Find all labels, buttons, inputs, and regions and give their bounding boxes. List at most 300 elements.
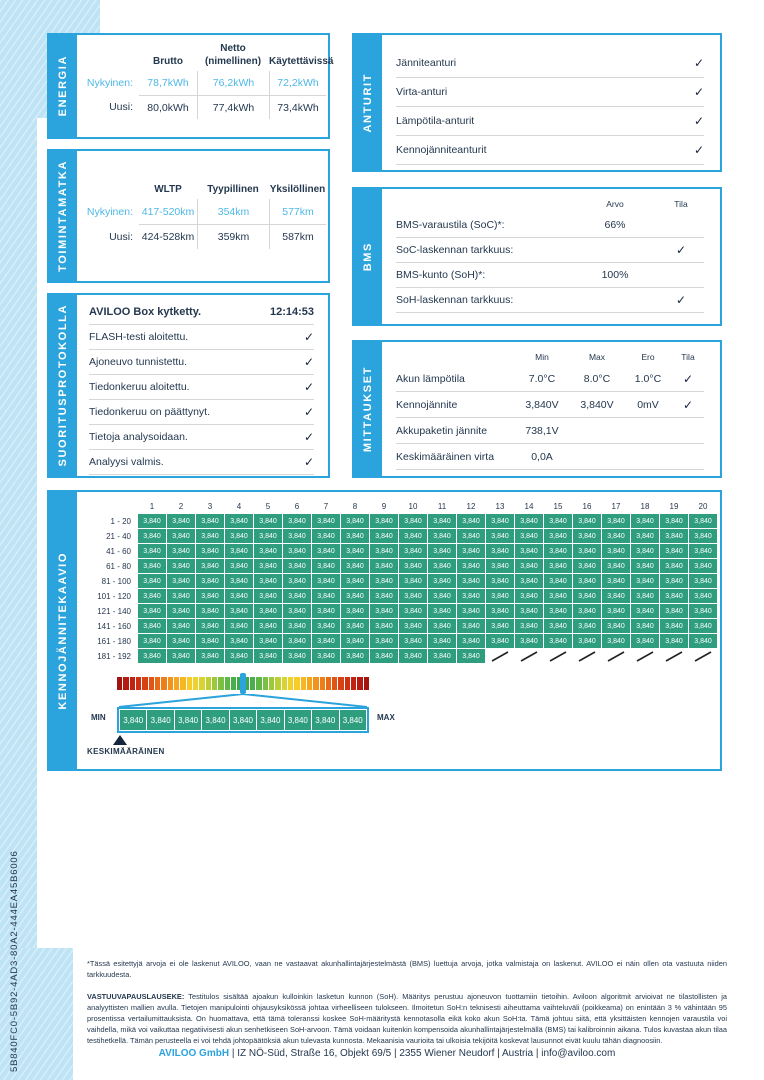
voltage-cell: 3,840 [341, 544, 369, 558]
gradient-segment [193, 677, 198, 690]
voltage-cell: 3,840 [283, 649, 311, 663]
column-header: Max [588, 352, 606, 362]
column-number: 19 [669, 502, 679, 511]
protocol-step [89, 450, 314, 475]
measurement-label: Akkupaketin jännite [396, 424, 488, 437]
voltage-cell: 3,840 [399, 544, 427, 558]
voltage-cell: 3,840 [399, 619, 427, 633]
cell-grid-row-label: 161 - 180 [97, 636, 131, 646]
voltage-cell: 3,840 [196, 529, 224, 543]
voltage-cell: 3,840 [283, 634, 311, 648]
voltage-cell: 3,840 [138, 544, 166, 558]
empty-cell-slash [631, 649, 659, 663]
cell-grid-row [87, 544, 720, 558]
zoomed-voltage-cell: 3,840 [312, 710, 338, 730]
voltage-cell: 3,840 [573, 619, 601, 633]
section-suoritusprotokolla [47, 293, 330, 478]
voltage-cell: 3,840 [428, 544, 456, 558]
cell-grid-row-label: 101 - 120 [97, 591, 131, 601]
voltage-cell: 3,840 [631, 529, 659, 543]
measurement-row [396, 366, 704, 392]
voltage-cell: 3,840 [660, 529, 688, 543]
voltage-cell: 3,840 [341, 604, 369, 618]
voltage-cell: 3,840 [428, 529, 456, 543]
protocol-step [89, 425, 314, 450]
voltage-cell: 3,840 [225, 529, 253, 543]
cell-grid [87, 500, 720, 663]
gradient-segment [174, 677, 179, 690]
voltage-cell: 3,840 [515, 589, 543, 603]
voltage-cell: 3,840 [341, 649, 369, 663]
voltage-cell: 3,840 [689, 559, 717, 573]
column-number: 12 [466, 502, 476, 511]
gradient-segment [332, 677, 337, 690]
toimintamatka-tab-label: TOIMINTAMATKA [57, 160, 69, 272]
empty-cell-slash [544, 649, 572, 663]
column-number: 15 [553, 502, 563, 511]
voltage-cell: 3,840 [515, 619, 543, 633]
gradient-segment [288, 677, 293, 690]
column-header: Tila [674, 199, 688, 209]
voltage-cell: 3,840 [254, 619, 282, 633]
zoom-connector-lines [117, 694, 369, 707]
voltage-cell: 3,840 [428, 604, 456, 618]
voltage-cell: 3,840 [515, 574, 543, 588]
gradient-segment [313, 677, 318, 690]
gradient-segment [225, 677, 230, 690]
bms-content [382, 189, 720, 324]
voltage-cell: 3,840 [631, 514, 659, 528]
voltage-cell: 3,840 [138, 559, 166, 573]
voltage-cell: 3,840 [515, 634, 543, 648]
voltage-cell: 3,840 [457, 604, 485, 618]
protocol-step [89, 325, 314, 350]
measurement-min: 0,0A [531, 450, 553, 463]
voltage-cell: 3,840 [602, 559, 630, 573]
voltage-cell: 3,840 [457, 619, 485, 633]
voltage-cell: 3,840 [254, 589, 282, 603]
column-number: 4 [236, 502, 242, 511]
voltage-cell: 3,840 [544, 589, 572, 603]
gradient-segment [345, 677, 350, 690]
voltage-cell: 3,840 [167, 604, 195, 618]
voltage-cell: 3,840 [254, 634, 282, 648]
voltage-cell: 3,840 [138, 619, 166, 633]
voltage-cell: 3,840 [370, 604, 398, 618]
voltage-cell: 3,840 [602, 544, 630, 558]
voltage-cell: 3,840 [283, 529, 311, 543]
gradient-segment [187, 677, 192, 690]
check-icon: ✓ [303, 430, 314, 444]
kennojannitekaavio-tab [49, 492, 77, 769]
zoomed-voltage-cell: 3,840 [147, 710, 173, 730]
zoomed-voltage-cell: 3,840 [340, 710, 366, 730]
cell-grid-row-label: 181 - 192 [97, 651, 131, 661]
voltage-cell: 3,840 [544, 514, 572, 528]
cell-grid-row [87, 529, 720, 543]
voltage-cell: 3,840 [660, 589, 688, 603]
table-cell: 424-528km [139, 224, 197, 249]
voltage-cell: 3,840 [341, 529, 369, 543]
voltage-cell: 3,840 [225, 559, 253, 573]
sensor-row [396, 49, 704, 78]
cell-grid-row [87, 589, 720, 603]
cell-grid-row-label: 41 - 60 [106, 546, 131, 556]
voltage-cell: 3,840 [515, 544, 543, 558]
cell-grid-header-row [87, 500, 720, 513]
voltage-cell: 3,840 [341, 559, 369, 573]
voltage-cell: 3,840 [341, 589, 369, 603]
voltage-cell: 3,840 [399, 604, 427, 618]
toimintamatka-content [77, 151, 328, 281]
gradient-segment [180, 677, 185, 690]
voltage-cell: 3,840 [544, 544, 572, 558]
voltage-cell: 3,840 [573, 544, 601, 558]
anturit-tab-label: ANTURIT [362, 72, 374, 133]
measurement-ero: 1.0°C [634, 372, 662, 385]
voltage-cell: 3,840 [573, 604, 601, 618]
voltage-cell: 3,840 [573, 514, 601, 528]
voltage-cell: 3,840 [399, 634, 427, 648]
voltage-cell: 3,840 [428, 514, 456, 528]
empty-cell-slash [573, 649, 601, 663]
header-line: Brutto [153, 56, 183, 67]
bms-header-row [396, 195, 704, 213]
voltage-cell: 3,840 [254, 574, 282, 588]
voltage-cell: 3,840 [428, 649, 456, 663]
average-label: KESKIMÄÄRÄINEN [87, 747, 165, 756]
cell-grid-row-label: 121 - 140 [97, 606, 131, 616]
gradient-segment [326, 677, 331, 690]
check-icon: ✓ [303, 380, 314, 394]
voltage-cell: 3,840 [196, 619, 224, 633]
protocol-header [89, 299, 314, 325]
column-header: Tila [681, 352, 695, 362]
gradient-segment [301, 677, 306, 690]
cell-grid-row-label: 1 - 20 [110, 516, 131, 526]
cell-grid-row [87, 604, 720, 618]
gradient-segment [351, 677, 356, 690]
column-number: 17 [611, 502, 621, 511]
voltage-cell: 3,840 [138, 634, 166, 648]
column-number: 20 [698, 502, 708, 511]
empty-cell-slash [660, 649, 688, 663]
empty-cell-slash [486, 649, 514, 663]
voltage-cell: 3,840 [515, 514, 543, 528]
voltage-cell: 3,840 [196, 634, 224, 648]
gradient-segment [212, 677, 217, 690]
bms-row [396, 238, 704, 263]
section-mittaukset [352, 340, 722, 478]
voltage-cell: 3,840 [631, 589, 659, 603]
voltage-cell: 3,840 [486, 604, 514, 618]
voltage-cell: 3,840 [167, 559, 195, 573]
energia-tab-label: ENERGIA [57, 55, 69, 117]
suoritusprotokolla-content [77, 295, 328, 476]
voltage-cell: 3,840 [631, 559, 659, 573]
voltage-cell: 3,840 [399, 529, 427, 543]
bms-row-label: BMS-varaustila (SoC)*: [396, 219, 505, 231]
sensor-label: Kennojänniteanturit [396, 144, 487, 156]
voltage-cell: 3,840 [196, 544, 224, 558]
voltage-cell: 3,840 [254, 544, 282, 558]
voltage-cell: 3,840 [486, 589, 514, 603]
voltage-cell: 3,840 [312, 514, 340, 528]
voltage-cell: 3,840 [167, 619, 195, 633]
kennojannitekaavio-tab-label: KENNOJÄNNITEKAAVIO [57, 551, 69, 710]
table-cell: 77,4kWh [197, 95, 269, 119]
voltage-cell: 3,840 [544, 619, 572, 633]
cell-grid-row [87, 559, 720, 573]
check-icon: ✓ [693, 85, 704, 99]
protocol-step-label: Tiedonkeruu aloitettu. [89, 381, 190, 393]
mittaukset-rows [396, 366, 704, 470]
voltage-cell: 3,840 [283, 559, 311, 573]
sensor-label: Lämpötila-anturit [396, 115, 475, 127]
voltage-cell: 3,840 [399, 514, 427, 528]
voltage-cell: 3,840 [138, 574, 166, 588]
column-number: 10 [408, 502, 418, 511]
zoomed-voltage-cell: 3,840 [120, 710, 146, 730]
voltage-cell: 3,840 [602, 604, 630, 618]
bms-value: 66% [604, 219, 626, 231]
voltage-cell: 3,840 [283, 604, 311, 618]
section-energia [47, 33, 334, 139]
voltage-cell: 3,840 [312, 634, 340, 648]
table-cell: 80,0kWh [139, 95, 197, 119]
check-icon: ✓ [675, 293, 687, 307]
voltage-cell: 3,840 [544, 634, 572, 648]
table-cell: 76,2kWh [197, 71, 269, 95]
cell-grid-row-label: 81 - 100 [101, 576, 131, 586]
voltage-cell: 3,840 [544, 574, 572, 588]
voltage-cell: 3,840 [254, 604, 282, 618]
voltage-cell: 3,840 [660, 574, 688, 588]
report-guid: 5B840FC0-5B92-4AD3-80A2-444EA45B6006 [9, 850, 20, 1072]
section-anturit [352, 33, 722, 172]
measurement-max: 8.0°C [583, 372, 611, 385]
mittaukset-tab [354, 342, 382, 476]
voltage-cell: 3,840 [254, 529, 282, 543]
column-number: 14 [524, 502, 534, 511]
voltage-cell: 3,840 [167, 514, 195, 528]
protocol-step-label: Tiedonkeruu on päättynyt. [89, 406, 211, 418]
gradient-segment [282, 677, 287, 690]
gradient-segment [231, 677, 236, 690]
voltage-cell: 3,840 [283, 544, 311, 558]
min-label: MIN [91, 713, 106, 722]
protocol-step-label: Tietoja analysoidaan. [89, 431, 188, 443]
voltage-cell: 3,840 [660, 544, 688, 558]
voltage-cell: 3,840 [312, 589, 340, 603]
protocol-step-label: Ajoneuvo tunnistettu. [89, 356, 188, 368]
column-number: 6 [294, 502, 300, 511]
table-cell: 577km [269, 199, 326, 224]
voltage-cell: 3,840 [283, 574, 311, 588]
voltage-cell: 3,840 [689, 604, 717, 618]
voltage-cell: 3,840 [225, 634, 253, 648]
voltage-cell: 3,840 [660, 559, 688, 573]
voltage-cell: 3,840 [428, 634, 456, 648]
column-number: 3 [207, 502, 213, 511]
voltage-cell: 3,840 [370, 574, 398, 588]
gradient-segment [263, 677, 268, 690]
gradient-segment [269, 677, 274, 690]
column-number: 13 [495, 502, 505, 511]
voltage-cell: 3,840 [573, 559, 601, 573]
voltage-cell: 3,840 [196, 514, 224, 528]
cell-grid-row [87, 514, 720, 528]
protocol-time: 12:14:53 [269, 305, 314, 318]
cell-grid-row-label: 21 - 40 [106, 531, 131, 541]
voltage-cell: 3,840 [283, 514, 311, 528]
disclaimer-text: Testitulos sisältää ajoakun kulloinkin lasketun kunnon (SoH). Määritys perustuu ajoneuvon tuottamiin tietoihin. Aviloon algoritmit arvioivat ne tilastollisten ja analyyttisten mallien avulla. Tietojen manipulointi ohjausyksikössä johtaa virheelliseen tulokseen. Ilmoitetun SoH:n teknisesti aiheuttama vaihteluväli (poikkeama) on enintään 3 % vähintään 95 prosentissa vertailumittauksista. On huomattava, että tämä toleranssi koskee SoH-määritystä kennotasolla eikä koko akun SoH:ta. Tämä johtuu siitä, että yksittäisten kennojen varaustila voi vaihdella, mikä voi vaikuttaa negatiivisesti akun senhetkiseen SoH-arvoon. Tämä voidaan kuitenkin kompensoida akunhallintajärjestelmällä (BMS) tai kalibroinnin aikana. Tulos kuvastaa akun tilaa testihetkellä. Tämän perusteella ei voi tehdä johtopäätöksiä akun tulevasta kunnosta. Mekaanisia vaurioita tai ulkoisia tekijöitä koskevat lausunnot eivät kuulu tähän diagnoosiin. [87, 992, 727, 1046]
table-cell: 587km [269, 224, 326, 249]
gradient-segment [320, 677, 325, 690]
cell-grid-row [87, 619, 720, 633]
measurement-row [396, 392, 704, 418]
voltage-cell: 3,840 [486, 634, 514, 648]
voltage-cell: 3,840 [631, 619, 659, 633]
voltage-cell: 3,840 [254, 514, 282, 528]
kennojannitekaavio-content [77, 492, 720, 769]
column-header: Arvo [606, 199, 624, 209]
gradient-segment [161, 677, 166, 690]
bms-tab-label: BMS [362, 241, 374, 272]
gradient-segment [218, 677, 223, 690]
bms-row [396, 213, 704, 238]
check-icon: ✓ [303, 405, 314, 419]
column-number: 9 [381, 502, 387, 511]
footer-company: AVILOO GmbH [158, 1048, 230, 1059]
voltage-cell: 3,840 [660, 634, 688, 648]
voltage-cell: 3,840 [341, 619, 369, 633]
row-label: Nykyinen: [86, 77, 133, 89]
gradient-segment [357, 677, 362, 690]
measurement-min: 7.0°C [528, 372, 556, 385]
voltage-cell: 3,840 [602, 514, 630, 528]
table-header-cell [139, 39, 197, 71]
voltage-cell: 3,840 [167, 544, 195, 558]
gradient-segment [136, 677, 141, 690]
voltage-cell: 3,840 [225, 514, 253, 528]
gradient-segment [206, 677, 211, 690]
footer-address: | IZ NÖ-Süd, Straße 16, Objekt 69/5 | 2355 Wiener Neudorf | Austria | info@aviloo.com [231, 1048, 616, 1059]
column-number: 11 [437, 502, 447, 511]
voltage-cell: 3,840 [399, 574, 427, 588]
section-kennojannitekaavio [47, 490, 722, 771]
suoritusprotokolla-tab [49, 295, 77, 476]
gradient-segment [142, 677, 147, 690]
zoomed-voltage-cell: 3,840 [257, 710, 283, 730]
row-label: Uusi: [109, 101, 133, 113]
voltage-cell: 3,840 [312, 649, 340, 663]
cell-grid-row-label: 141 - 160 [97, 621, 131, 631]
protocol-step [89, 350, 314, 375]
voltage-cell: 3,840 [370, 589, 398, 603]
voltage-cell: 3,840 [457, 649, 485, 663]
voltage-cell: 3,840 [254, 559, 282, 573]
voltage-cell: 3,840 [196, 589, 224, 603]
gradient-segment [123, 677, 128, 690]
suoritusprotokolla-tab-label: SUORITUSPROTOKOLLA [57, 304, 69, 467]
voltage-cell: 3,840 [341, 574, 369, 588]
check-icon: ✓ [675, 243, 687, 257]
anturit-tab [354, 35, 382, 170]
section-toimintamatka [47, 149, 330, 283]
gradient-segment [130, 677, 135, 690]
bms-rows [396, 213, 704, 313]
bms-row-label: SoH-laskennan tarkkuus: [396, 294, 514, 306]
gradient-segment [250, 677, 255, 690]
mittaukset-content [382, 342, 720, 476]
voltage-cell: 3,840 [486, 619, 514, 633]
voltage-cell: 3,840 [457, 559, 485, 573]
cell-grid-corner [87, 500, 137, 513]
energy-table [77, 39, 334, 119]
bms-row-label: SoC-laskennan tarkkuus: [396, 244, 514, 256]
voltage-cell: 3,840 [573, 529, 601, 543]
voltage-cell: 3,840 [225, 619, 253, 633]
voltage-cell: 3,840 [486, 574, 514, 588]
voltage-cell: 3,840 [544, 529, 572, 543]
header-line: Käytettävissä [269, 56, 334, 67]
column-number: 8 [352, 502, 358, 511]
column-header: Min [535, 352, 549, 362]
measurement-min: 3,840V [525, 398, 559, 411]
voltage-cell: 3,840 [689, 544, 717, 558]
voltage-cell: 3,840 [515, 529, 543, 543]
voltage-cell: 3,840 [167, 649, 195, 663]
voltage-cell: 3,840 [689, 514, 717, 528]
gradient-segment [117, 677, 122, 690]
gradient-segment [364, 677, 369, 690]
column-header: Ero [641, 352, 655, 362]
voltage-cell: 3,840 [602, 619, 630, 633]
voltage-cell: 3,840 [660, 619, 688, 633]
measurement-label: Keskimääräinen virta [396, 450, 495, 463]
anturit-content [382, 35, 720, 170]
sensor-row [396, 136, 704, 165]
row-label: Nykyinen: [86, 205, 133, 218]
voltage-cell: 3,840 [602, 574, 630, 588]
voltage-cell: 3,840 [283, 589, 311, 603]
gradient-segment [275, 677, 280, 690]
voltage-cell: 3,840 [167, 589, 195, 603]
table-header-cell [77, 177, 139, 199]
voltage-cell: 3,840 [486, 514, 514, 528]
voltage-cell: 3,840 [399, 559, 427, 573]
voltage-cell: 3,840 [457, 529, 485, 543]
gradient-marker [240, 673, 246, 694]
column-number: 7 [323, 502, 329, 511]
anturit-list [396, 49, 704, 165]
voltage-cell: 3,840 [428, 589, 456, 603]
voltage-cell: 3,840 [573, 589, 601, 603]
voltage-cell: 3,840 [370, 514, 398, 528]
protocol-step [89, 400, 314, 425]
voltage-cell: 3,840 [689, 529, 717, 543]
voltage-cell: 3,840 [225, 589, 253, 603]
bms-row [396, 263, 704, 288]
voltage-cell: 3,840 [689, 589, 717, 603]
voltage-cell: 3,840 [515, 559, 543, 573]
row-label: Uusi: [109, 230, 133, 243]
zoomed-voltage-cell: 3,840 [175, 710, 201, 730]
check-icon: ✓ [303, 355, 314, 369]
voltage-cell: 3,840 [457, 574, 485, 588]
protocol-step-label: FLASH-testi aloitettu. [89, 331, 189, 343]
